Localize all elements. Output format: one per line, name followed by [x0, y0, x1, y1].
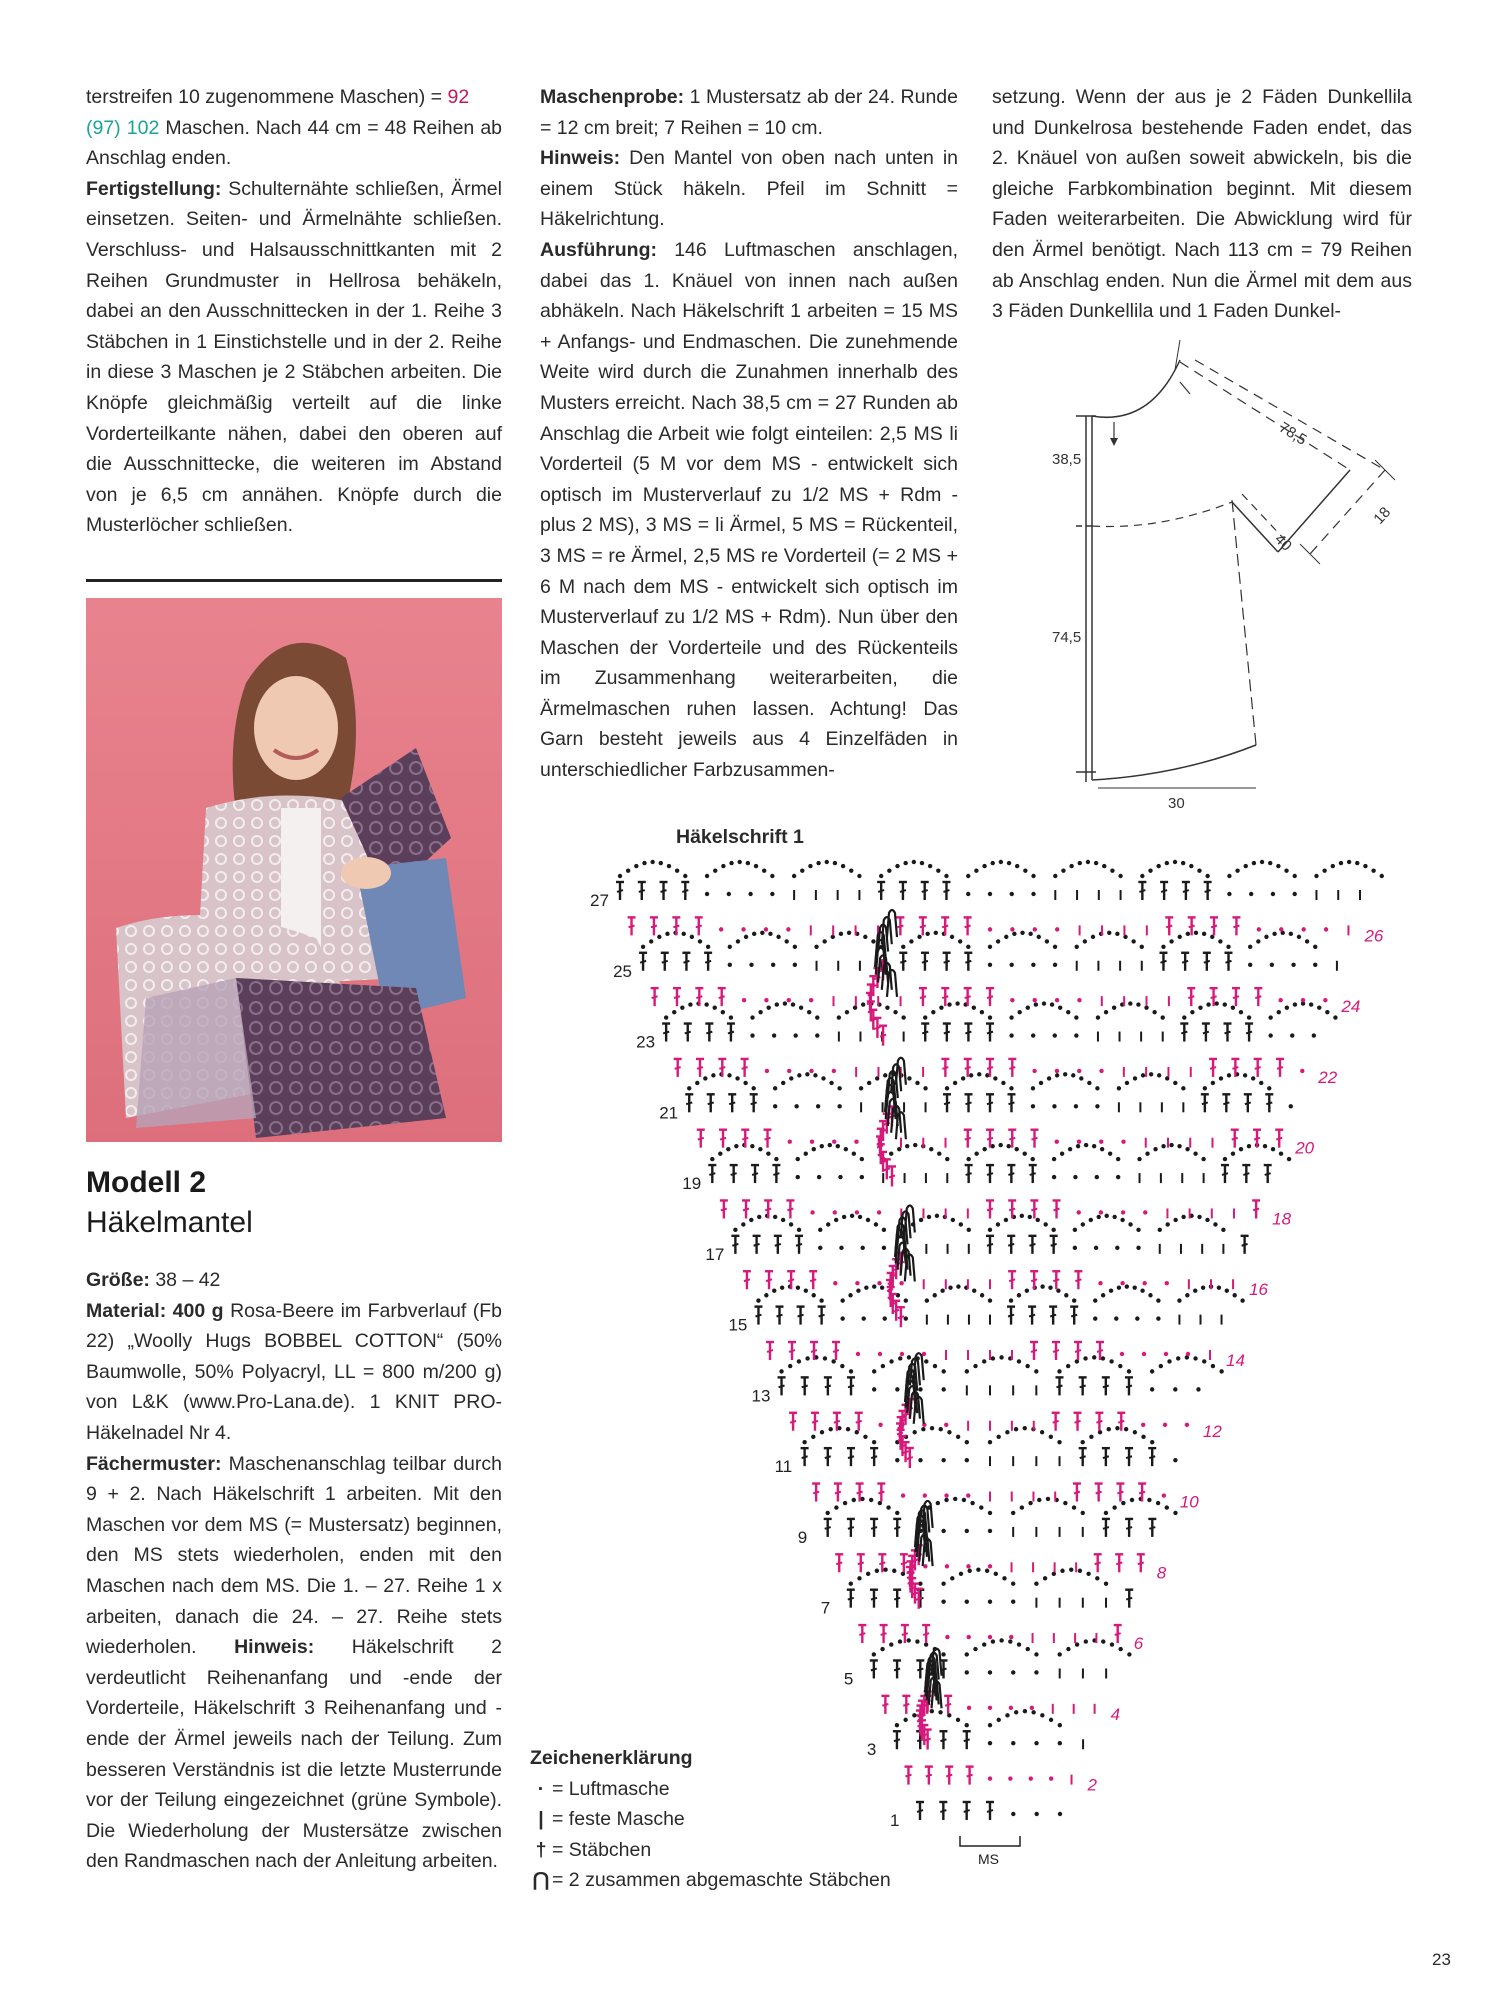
- row-number-left: 17: [705, 1244, 725, 1264]
- dc2tog-icon: ⋂: [532, 1869, 550, 1892]
- row-number-right: 18: [1272, 1209, 1292, 1229]
- row-number-left: 23: [636, 1032, 656, 1052]
- paragraph-ausfuehrung: Ausführung: 146 Luftmaschen anschlagen, dabei das 1. Knäuel von innen nach außen abhäkeln. Nach Häkelschrift 1 arbeiten = 15 MS + Anfangs- und Endmaschen. Die zunehmende Weite wird durch die Zunahmen innerhalb des Musters erreicht. Nach 38,5 cm = 27 Runden ab Anschlag die Arbeit wie folgt einteilen: 2,5 MS li Vorderteil (5 M vor dem MS - entwickelt sich optisch im Musterverlauf zu 1/2 MS + Rdm - plus 2 MS), 3 MS = li Ärmel, 5 MS = Rückenteil, 3 MS = re Ärmel, 2,5 MS re Vorderteil (= 2 MS + 6 M nach dem MS - entwickelt sich optisch im Musterverlauf zu 1/2 MS + Rdm). Nun über den Maschen der Vorderteile und des Rückenteils im Zusammenhang weiterarbeiten, die Ärmelmaschen ruhen lassen. Achtung! Das Garn besteht jeweils aus 4 Einzelfäden in unterschiedlicher Farbzusammen-: [540, 238, 958, 782]
- measure-30: 30: [1168, 795, 1185, 812]
- row-number-left: 27: [590, 891, 609, 910]
- model-title: Modell 2: [86, 1166, 207, 1199]
- row-number-right: 22: [1318, 1067, 1338, 1087]
- paragraph-faechermuster: Fächermuster: Maschenanschlag teilbar durch 9 + 2. Nach Häkelschrift 1 arbeiten. Mit den Maschen vor dem MS (= Mustersatz) beginnen, den MS stets wiederholen, enden mit den Maschen nach dem MS. Die 1. – 27. Reihe 1 x arbeiten, danach die 24. – 27. Reihe stets wiederholen. Hinweis: Häkelschrift 2 verdeutlicht Reihenanfang und -ende der Vorderteile, Häkelschrift 3 Reihenanfang und -ende der Ärmel jeweils nach der Teilung. Zum besseren Verständnis ist die letzte Musterrunde vor der Teilung eingezeichnet (grüne Symbole). Die Wiederholung der Mustersätze zwischen den Randmaschen nach der Anleitung arbeiten.: [86, 1452, 502, 1873]
- row-number-left: 11: [774, 1457, 793, 1477]
- row-number-right: 12: [1202, 1421, 1222, 1441]
- row-number-left: 13: [751, 1386, 771, 1406]
- row-number-right: 6: [1133, 1634, 1144, 1654]
- ms-label: MS: [978, 1851, 999, 1867]
- legend-item-double-crochet: † = Stäbchen: [530, 1835, 891, 1866]
- row-number-left: 7: [820, 1598, 831, 1618]
- model-subtitle: Häkelmantel: [86, 1206, 253, 1239]
- size-3-value: 102: [126, 116, 160, 139]
- paragraph-fertigstellung: Fertigstellung: Schulternähte schließen, Ärmel einsetzen. Seiten- und Ärmelnähte schließen. Verschluss- und Halsausschnittkanten mit 2 Reihen Grundmuster in Hellrosa behäkeln, dabei an den Ausschnittecken in der 1. Reihe 3 Stäbchen in 1 Einstichstelle und in der 2. Reihe in diese 3 Maschen je 2 Stäbchen arbeiten. Die Knöpfe gleichmäßig verteilt auf die linke Vorderteilkante nähen, dabei den oberen auf die Ausschnittecke, die weiteren im Abstand von je 6,5 cm annähen. Knöpfe durch die Musterlöcher schließen.: [86, 177, 502, 537]
- row-number-right: 14: [1226, 1351, 1245, 1370]
- paragraph-hinweis: Hinweis: Den Mantel von oben nach unten in einem Stück häkeln. Pfeil im Schnitt = Häkelrichtung.: [540, 147, 958, 231]
- row-number-left: 15: [728, 1315, 748, 1335]
- row-number-right: 2: [1087, 1775, 1098, 1795]
- fertigstellung-label: Fertigstellung:: [86, 177, 222, 200]
- measure-78-5: 78,5: [1275, 418, 1310, 449]
- ms-bracket: [960, 1836, 1020, 1846]
- single-crochet-icon: |: [538, 1808, 544, 1831]
- pattern-schematic: [1010, 330, 1430, 810]
- row-number-right: 8: [1156, 1563, 1167, 1583]
- column-1-text: [86, 82, 502, 541]
- page-number: 23: [1432, 1950, 1451, 1969]
- model-photo: [86, 598, 502, 1142]
- row-number-left: 5: [843, 1669, 854, 1689]
- row-number-right: 26: [1364, 926, 1384, 946]
- legend-item-dc2tog: ⋂ = 2 zusammen abgemaschte Stäbchen: [530, 1865, 891, 1896]
- double-crochet-icon: †: [535, 1838, 547, 1861]
- legend-item-single-crochet: | = feste Masche: [530, 1804, 891, 1835]
- paragraph-groesse: Größe: 38 – 42: [86, 1269, 221, 1291]
- row-number-left: 3: [866, 1740, 877, 1760]
- legend-item-chain: · = Luftmasche: [530, 1774, 891, 1805]
- row-number-left: 25: [613, 961, 632, 981]
- section-divider: [86, 579, 502, 582]
- size-2-value: (97): [86, 116, 121, 139]
- paragraph-maschen: terstreifen 10 zugenommene Maschen) = 92 (97) 102 Maschen. Nach 44 cm = 48 Reihen ab Anschlag enden.: [86, 86, 503, 170]
- size-1-value: 92: [447, 86, 470, 108]
- row-number-right: 4: [1110, 1704, 1121, 1724]
- model-instructions: [86, 1265, 502, 1877]
- measure-40: 40: [1271, 530, 1295, 555]
- paragraph-maschenprobe: Maschenprobe: 1 Mustersatz ab der 24. Runde = 12 cm breit; 7 Reihen = 10 cm.: [540, 86, 958, 139]
- legend: [530, 1743, 891, 1896]
- row-number-left: 21: [659, 1103, 679, 1123]
- column-3-text: setzung. Wenn der aus je 2 Fäden Dunkellila und Dunkelrosa bestehende Faden endet, das 2. Knäuel von außen soweit abwickeln, bis die gleiche Farbkombination beginnt. Mit diesem Faden weiterarbeiten. Die Abwicklung wird für den Ärmel benötigt. Nach 113 cm = 79 Reihen ab Anschlag enden. Nun die Ärmel mit dem aus 3 Fäden Dunkellila und 1 Faden Dunkel-: [992, 86, 1412, 323]
- row-number-left: 1: [890, 1811, 900, 1830]
- measure-18: 18: [1370, 503, 1395, 528]
- row-number-right: 10: [1179, 1492, 1199, 1512]
- row-number-right: 16: [1249, 1280, 1268, 1300]
- row-number-right: 24: [1341, 997, 1361, 1017]
- row-number-right: 20: [1295, 1138, 1315, 1158]
- legend-title: Zeichenerklärung: [530, 1747, 693, 1769]
- column-2-text: [540, 82, 958, 786]
- chain-dot-icon: ·: [537, 1777, 545, 1800]
- row-number-left: 19: [682, 1174, 702, 1194]
- measure-74-5: 74,5: [1052, 629, 1082, 646]
- chart-title: Häkelschrift 1: [676, 826, 804, 848]
- paragraph-material: Material: 400 g Rosa-Beere im Farbverlauf (Fb 22) „Woolly Hugs BOBBEL COTTON“ (50% Baumwolle, 50% Polyacryl, LL = 800 m/200 g) von L&K (www.Pro-Lana.de). 1 KNIT PRO-Häkelnadel Nr 4.: [86, 1299, 502, 1444]
- measure-38-5: 38,5: [1052, 451, 1082, 468]
- row-number-left: 9: [797, 1527, 808, 1547]
